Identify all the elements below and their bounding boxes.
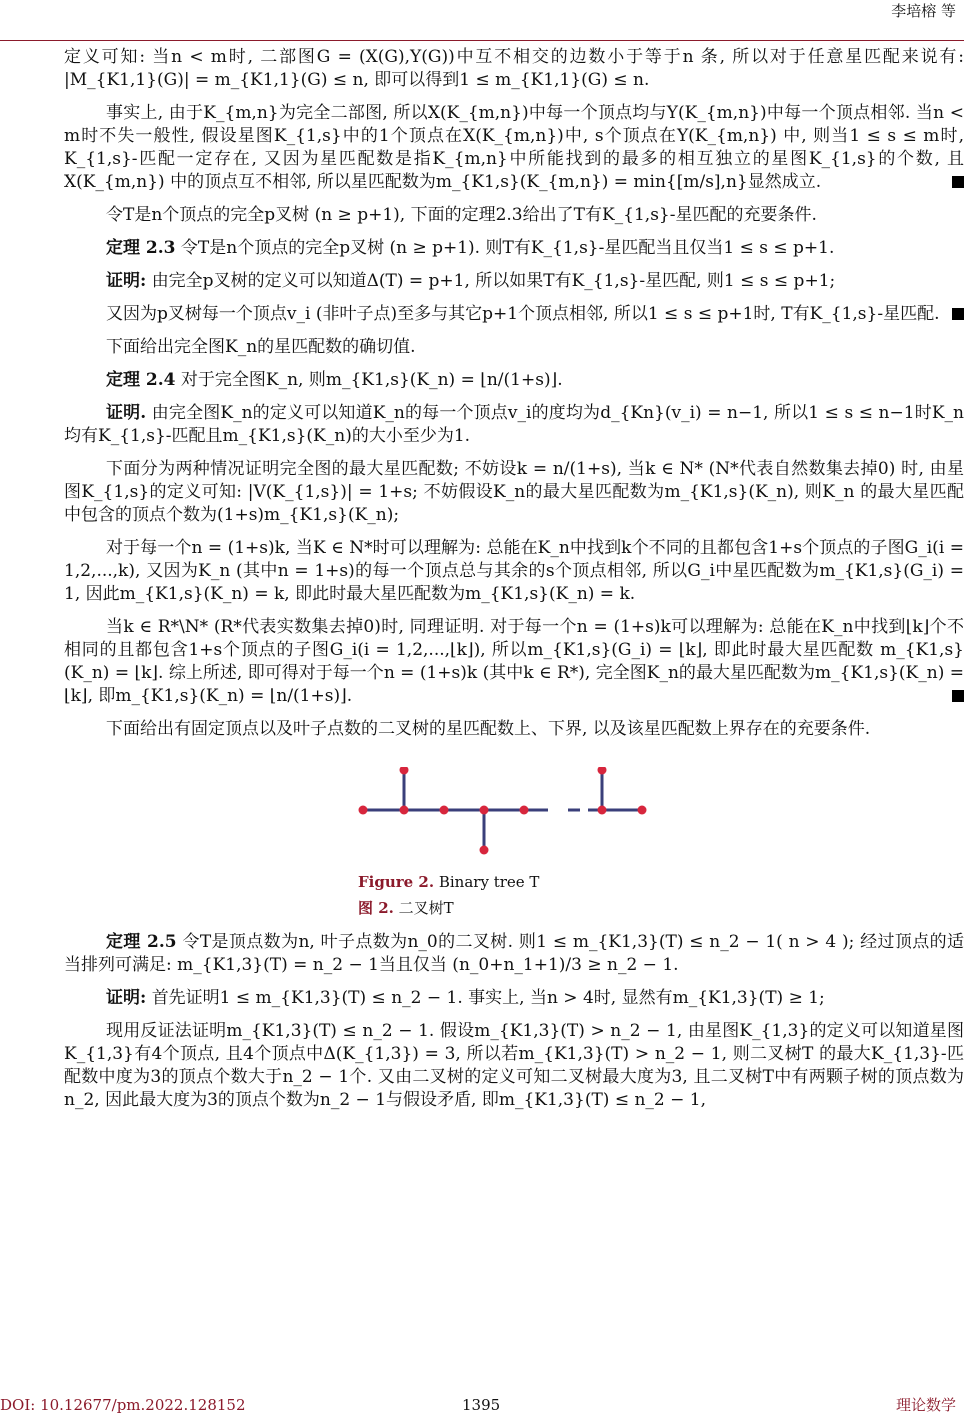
- theorem-label: 定理 2.3: [106, 238, 176, 258]
- binary-tree-diagram: [354, 767, 654, 871]
- page-number: 1395: [462, 1396, 501, 1414]
- tree-node: [638, 806, 647, 815]
- theorem-2-3: [64, 237, 964, 260]
- qed-mark: [952, 176, 964, 188]
- paragraph: 定义可知: 当n < m时, 二部图G = (X(G),Y(G))中互不相交的边数小于等于n 条, 所以对于任意星匹配来说有: |M_{K1,1}(G)| = m_{K1,1}(G) ≤ n, 即可以得到1 ≤ m_{K1,1}(G) ≤ n.: [64, 47, 964, 90]
- tree-node: [598, 767, 607, 775]
- proof-label: 证明:: [106, 271, 147, 291]
- tree-node: [480, 806, 489, 815]
- proof: [64, 987, 964, 1010]
- tree-node: [400, 806, 409, 815]
- caption-zh: [354, 895, 654, 921]
- caption-zh-text: 二叉树T: [398, 899, 454, 917]
- caption-en-label: Figure 2.: [358, 873, 435, 891]
- paragraph: 下面分为两种情况证明完全图的最大星匹配数; 不妨设k = n/(1+s), 当k ∈ N* (N*代表自然数集去掉0) 时, 由星图K_{1,s}的定义可知: |V(K_{1,s})| = 1+s; 不妨假设K_n的最大星匹配数为m_{K1,s}(K_n), 则K_n 的最大星匹配中包含的顶点个数为(1+s)m_{K1,s}(K_n);: [64, 459, 964, 525]
- proof-label: 证明.: [106, 403, 147, 423]
- tree-node: [520, 806, 529, 815]
- paragraph-with-qed: [64, 303, 964, 326]
- tree-node: [598, 806, 607, 815]
- paragraph-with-qed: [64, 616, 964, 708]
- figure-binary-tree: [64, 751, 964, 931]
- caption-zh-label: 图 2.: [358, 899, 394, 917]
- proof: [64, 270, 964, 293]
- caption-en-text: Binary tree T: [438, 873, 540, 891]
- theorem-2-5: [64, 931, 964, 977]
- paragraph-text: 事实上, 由于K_{m,n}为完全二部图, 所以X(K_{m,n})中每一个顶点均与Y(K_{m,n})中每一个顶点相邻. 当n < m时不失一般性, 假设星图K_{1,s}中的1个顶点在X(K_{m,n})中, s个顶点在Y(K_{m,n}) 中, 则当1 ≤ s ≤ m时, K_{1,s}-匹配一定存在, 又因为星匹配数是指K_{m,n}中所能找到的最多的相互独立的星图K_{1,s}的个数, 且X(K_{m,n}) 中的顶点互不相邻, 所以星匹配数为m_{K1,s}(K_{m,n}) = min{[m/s],n}显然成立.: [64, 103, 964, 192]
- paragraph-with-qed: [64, 102, 964, 194]
- proof-text: 首先证明1 ≤ m_{K1,3}(T) ≤ n_2 − 1. 事实上, 当n > 4时, 显然有m_{K1,3}(T) ≥ 1;: [151, 988, 825, 1008]
- paragraph-text: 当k ∈ R*\N* (R*代表实数集去掉0)时, 同理证明. 对于每一个n = (1+s)k可以理解为: 总能在K_n中找到⌊k⌋个不相同的且都包含1+s个顶点的子图G_i(i = 1,2,...,⌊k⌋), 所以m_{K1,s}(G_i) = ⌊k⌋, 即此时最大星匹配数 m_{K1,s}(K_n) = ⌊k⌋. 综上所述, 即可得对于每一个n = (1+s)k (其中k ∈ R*), 完全图K_n的最大星匹配数为m_{K1,s}(K_n) = ⌊k⌋, 即m_{K1,s}(K_n) = ⌊n/(1+s)⌋.: [64, 617, 964, 706]
- theorem-text: 令T是顶点数为n, 叶子点数为n_0的二叉树. 则1 ≤ m_{K1,3}(T) ≤ n_2 − 1( n > 4 ); 经过顶点的适当排列可满足: m_{K1,3}(T) = n_2 − 1当且仅当 (n_0+n_1+1)/3 ≥ n_2 − 1.: [64, 932, 964, 975]
- paragraph-text: 又因为p叉树每一个顶点v_i (非叶子点)至多与其它p+1个顶点相邻, 所以1 ≤ s ≤ p+1时, T有K_{1,s}-星匹配.: [106, 304, 940, 324]
- theorem-text: 对于完全图K_n, 则m_{K1,s}(K_n) = ⌊n/(1+s)⌋.: [180, 370, 563, 390]
- theorem-label: 定理 2.4: [106, 370, 176, 390]
- proof-text: 由完全图K_n的定义可以知道K_n的每一个顶点v_i的度均为d_{Kn}(v_i) = n−1, 所以1 ≤ s ≤ n−1时K_n均有K_{1,s}-匹配且m_{K1,s}(K_n)的大小至少为1.: [64, 403, 964, 446]
- proof-text: 由完全p叉树的定义可以知道Δ(T) = p+1, 所以如果T有K_{1,s}-星匹配, 则1 ≤ s ≤ p+1;: [151, 271, 836, 291]
- tree-node: [400, 767, 409, 775]
- page-body: [64, 46, 964, 1122]
- qed-mark: [952, 308, 964, 320]
- paragraph: 下面给出完全图K_n的星匹配数的确切值.: [106, 337, 416, 357]
- paragraph: 令T是n个顶点的完全p叉树 (n ≥ p+1), 下面的定理2.3给出了T有K_{1,s}-星匹配的充要条件.: [106, 205, 817, 225]
- running-header-authors: 李培榕 等: [891, 2, 956, 20]
- paragraph: 对于每一个n = (1+s)k, 当K ∈ N*时可以理解为: 总能在K_n中找到k个不同的且都包含1+s个顶点的子图G_i(i = 1,2,...,k), 又因为K_n (其中n = 1+s)的每一个顶点总与其余的s个顶点相邻, 所以G_i中星匹配数为m_{K1,s}(G_i) = 1, 因此m_{K1,s}(K_n) = k, 即此时最大星匹配数为m_{K1,s}(K_n) = k.: [64, 538, 964, 604]
- journal-name: 理论数学: [895, 1396, 956, 1414]
- paragraph: 现用反证法证明m_{K1,3}(T) ≤ n_2 − 1. 假设m_{K1,3}(T) > n_2 − 1, 由星图K_{1,3}的定义可以知道星图K_{1,3}有4个顶点, 且4个顶点中Δ(K_{1,3}) = 3, 所以若m_{K1,3}(T) > n_2 − 1, 则二叉树T 的最大K_{1,3}-匹配数中度为3的顶点个数大于n_2 − 1个. 又由二叉树的定义可知二叉树最大度为3, 且二叉树T中有两颗子树的顶点数为n_2, 因此最大度为3的顶点个数为n_2 − 1与假设矛盾, 即m_{K1,3}(T) ≤ n_2 − 1,: [64, 1021, 964, 1110]
- proof: [64, 402, 964, 448]
- tree-node: [359, 806, 368, 815]
- tree-node: [440, 806, 449, 815]
- doi-link[interactable]: DOI: 10.12677/pm.2022.128152: [0, 1396, 246, 1414]
- caption-en: [354, 869, 654, 895]
- figure-captions: [354, 869, 654, 921]
- theorem-text: 令T是n个顶点的完全p叉树 (n ≥ p+1). 则T有K_{1,s}-星匹配当且仅当1 ≤ s ≤ p+1.: [180, 238, 835, 258]
- header-rule: [0, 40, 964, 41]
- paragraph: 下面给出有固定顶点以及叶子点数的二叉树的星匹配数上、下界, 以及该星匹配数上界存在的充要条件.: [106, 719, 871, 739]
- theorem-label: 定理 2.5: [106, 932, 177, 952]
- theorem-2-4: [64, 369, 964, 392]
- qed-mark: [952, 690, 964, 702]
- tree-node: [480, 846, 489, 855]
- proof-label: 证明:: [106, 988, 147, 1008]
